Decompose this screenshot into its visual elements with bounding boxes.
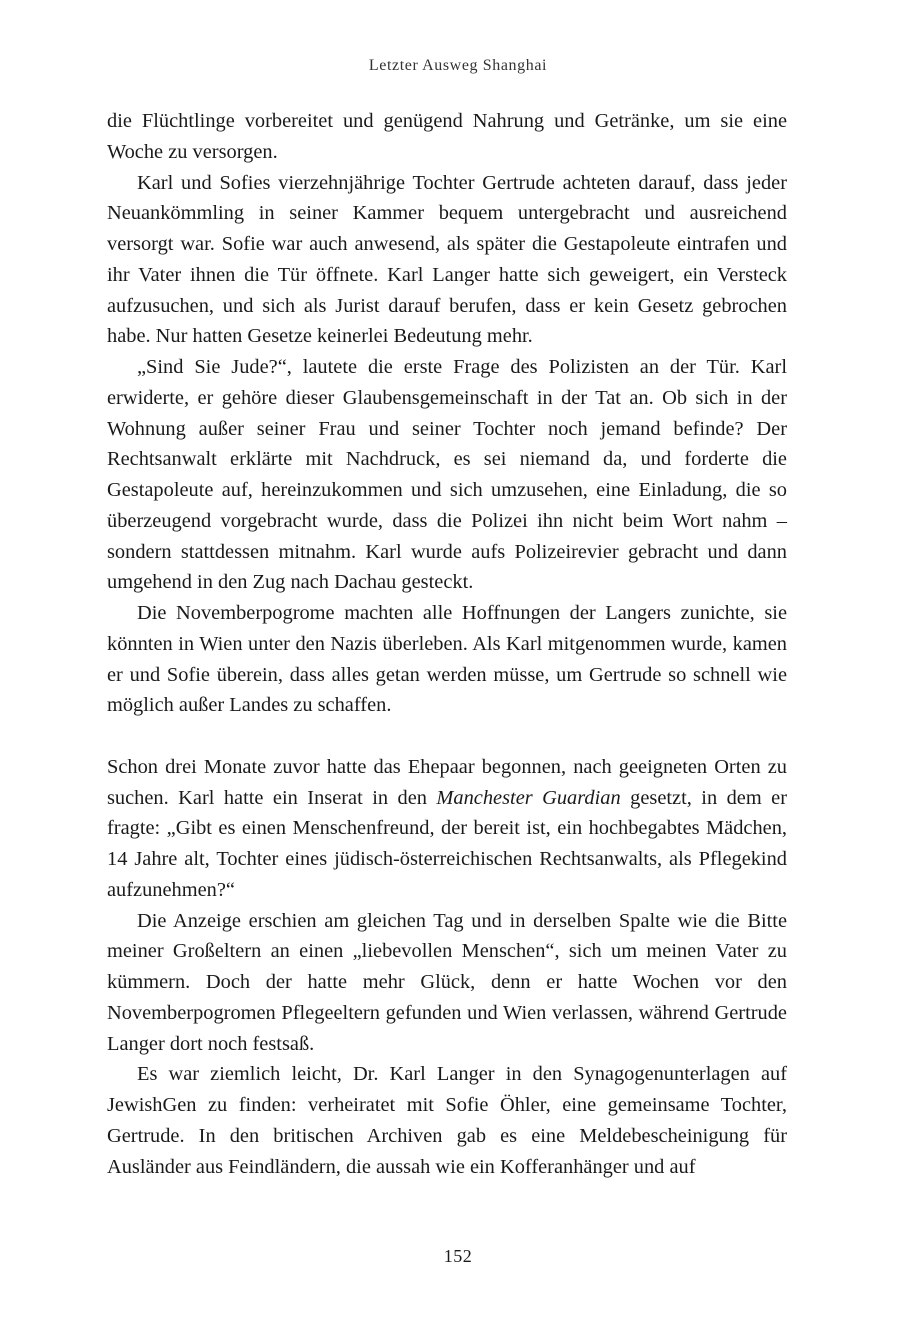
body-text xyxy=(107,106,787,1182)
paragraph-4: Die Novemberpogrome machten alle Hoffnungen der Langers zunichte, sie könnten in Wien unter den Nazis überleben. Als Karl mitgenommen wurde, kamen er und Sofie überein, dass alles getan werden müsse, um Gertrude so schnell wie möglich außer Landes zu schaffen. xyxy=(107,602,787,717)
paragraph-5 xyxy=(107,752,787,906)
paragraph-1: die Flüchtlinge vorbereitet und genügend Nahrung und Getränke, um sie eine Woche zu versorgen. xyxy=(107,110,787,163)
paragraph-7: Es war ziemlich leicht, Dr. Karl Langer in den Synagogenunterlagen auf JewishGen zu finden: verheiratet mit Sofie Öhler, eine gemeinsame Tochter, Gertrude. In den britischen Archiven gab es eine Meldebescheinigung für Ausländer aus Feindländern, die aussah wie ein Kofferanhänger und auf xyxy=(107,1063,787,1178)
paragraph-3: „Sind Sie Jude?“, lautete die erste Frage des Polizisten an der Tür. Karl erwiderte, er gehöre dieser Glaubensgemeinschaft in der Tat an. Ob sich in der Wohnung außer seiner Frau und seiner Tochter noch jemand befinde? Der Rechtsanwalt erklärte mit Nachdruck, es sei niemand da, und forderte die Gestapoleute auf, hereinzukommen und sich umzusehen, eine Einladung, die so überzeugend vorgebracht wurde, dass die Polizei ihn nicht beim Wort nahm – sondern stattdessen mitnahm. Karl wurde aufs Polizeirevier gebracht und dann umgehend in den Zug nach Dachau gesteckt. xyxy=(107,356,787,594)
paragraph-5-text-b: gesetzt, in dem er fragte: „Gibt es einen Menschenfreund, der bereit ist, ein hochbegabtes Mädchen, 14 Jahre alt, Tochter eines jüdisch-österreichischen Rechtsanwalts, als Pflegekind aufzunehmen?“ xyxy=(107,786,788,901)
newspaper-title: Manchester Guardian xyxy=(436,786,621,809)
paragraph-5-text-a: Schon drei Monate zuvor hatte das Ehepaar begonnen, nach geeigneten Orten zu suchen. Karl hatte ein Inserat in den xyxy=(107,755,787,809)
running-head: Letzter Ausweg Shanghai xyxy=(368,57,548,74)
paragraph-6: Die Anzeige erschien am gleichen Tag und in derselben Spalte wie die Bitte meiner Großeltern an einen „liebevollen Menschen“, sich um meinen Vater zu kümmern. Doch der hatte mehr Glück, denn er hatte Wochen vor den Novemberpogromen Pflegeeltern gefunden und Wien verlassen, während Gertrude Langer dort noch festsaß. xyxy=(107,909,787,1055)
page-number: 152 xyxy=(443,1246,473,1266)
paragraph-2: Karl und Sofies vierzehnjährige Tochter Gertrude achteten darauf, dass jeder Neuankömmling in seiner Kammer bequem untergebracht und ausreichend versorgt war. Sofie war auch anwesend, als später die Gestapoleute eintrafen und ihr Vater ihnen die Tür öffnete. Karl Langer hatte sich geweigert, ein Versteck aufzusuchen, und sich als Jurist darauf berufen, dass er kein Gesetz gebrochen habe. Nur hatten Gesetze keinerlei Bedeutung mehr. xyxy=(107,171,787,348)
